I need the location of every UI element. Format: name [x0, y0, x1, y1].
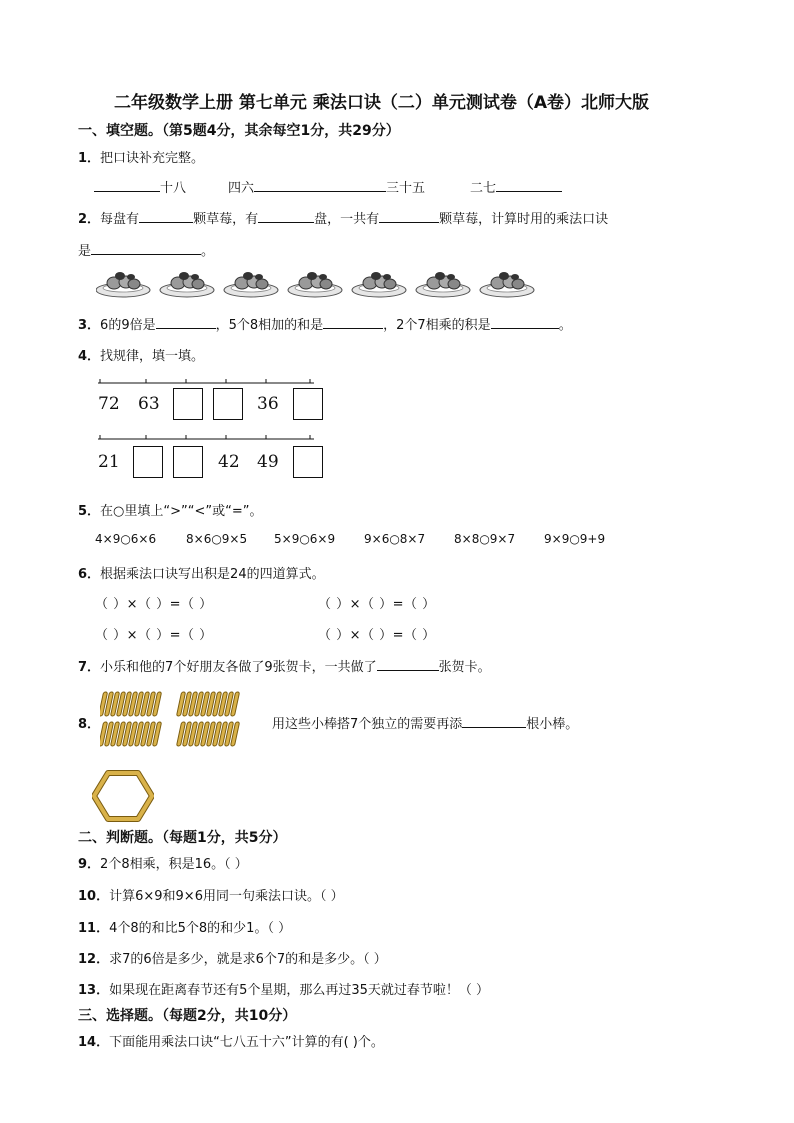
rhyme-item: 三十五 [386, 181, 426, 196]
sequence-number: 36 [257, 394, 279, 414]
question-number: 4． [78, 349, 101, 364]
question-text: 小乐和他的7个好朋友各做了9张贺卡，一共做了 [100, 660, 377, 675]
question-text: 用这些小棒搭7个独立的需要再添 [272, 717, 463, 732]
question-2-cont [78, 240, 214, 259]
question-number: 8． [78, 717, 101, 732]
section-heading-fill-in: 一、填空题。（第5题4分，其余每空1分，共29分） [78, 123, 400, 139]
plate-icon [480, 272, 534, 297]
question-text: 张贺卡。 [438, 660, 491, 675]
rhyme-item: 二七 [470, 181, 497, 196]
compare-item[interactable]: 5×9○6×9 [274, 532, 336, 546]
question-text: 2个8相乘，积是16。（ ） [100, 857, 248, 872]
question-text: 颗草莓，有 [193, 212, 259, 227]
question-number: 12． [78, 952, 110, 967]
answer-blank[interactable] [91, 240, 201, 255]
question-12 [78, 948, 387, 967]
rhyme-item: 十八 [160, 181, 187, 196]
plate-icon [160, 272, 214, 297]
question-10 [78, 885, 344, 904]
question-text: 。 [201, 244, 215, 259]
question-text: 每盘有 [100, 212, 140, 227]
question-9 [78, 853, 248, 872]
question-text: 盘，一共有 [314, 212, 380, 227]
question-1-items [228, 177, 425, 196]
question-7 [78, 656, 491, 675]
question-text: 根小棒。 [526, 717, 579, 732]
answer-blank[interactable] [254, 177, 386, 192]
compare-item[interactable]: 4×9○6×6 [95, 532, 157, 546]
question-number: 2． [78, 212, 101, 227]
question-text: 如果现在距离春节还有5个星期，那么再过35天就过春节啦！（ ） [109, 983, 490, 998]
plate-icon [352, 272, 406, 297]
question-13 [78, 979, 489, 998]
question-text: 找规律，填一填。 [100, 349, 205, 364]
sequence-number: 72 [98, 394, 120, 414]
answer-box[interactable] [293, 446, 323, 478]
plate-icon [416, 272, 470, 297]
question-1-items [470, 177, 562, 196]
compare-item[interactable]: 9×6○8×7 [364, 532, 426, 546]
question-2 [78, 208, 608, 227]
question-text: ，2个7相乘的积是 [383, 318, 491, 333]
question-text: 6的9倍是 [100, 318, 156, 333]
equation-blank[interactable]: （ ）×（ ）=（ ） [318, 597, 436, 612]
sequence-number: 21 [98, 452, 120, 472]
question-8 [272, 713, 578, 732]
question-number: 5． [78, 504, 101, 519]
question-8-number [78, 713, 100, 732]
plate-icon [96, 272, 150, 297]
equation-blank[interactable]: （ ）×（ ）=（ ） [318, 628, 436, 643]
answer-blank[interactable] [323, 314, 383, 329]
plate-icon [288, 272, 342, 297]
rhyme-item: 四六 [228, 181, 255, 196]
question-5 [78, 500, 262, 519]
section-heading-true-false: 二、判断题。（每题1分，共5分） [78, 830, 287, 846]
page-title: 二年级数学上册 第七单元 乘法口诀（二）单元测试卷（A卷）北师大版 [114, 93, 649, 113]
question-number: 14． [78, 1035, 110, 1050]
answer-blank[interactable] [379, 208, 439, 223]
question-number: 1． [78, 151, 101, 166]
question-number: 9． [78, 857, 101, 872]
equation-blank[interactable]: （ ）×（ ）=（ ） [95, 597, 213, 612]
question-number: 10． [78, 889, 110, 904]
answer-box[interactable] [213, 388, 243, 420]
question-11 [78, 917, 291, 936]
question-6 [78, 563, 325, 582]
answer-blank[interactable] [491, 314, 559, 329]
answer-blank[interactable] [462, 713, 526, 728]
equation-blank[interactable]: （ ）×（ ）=（ ） [95, 628, 213, 643]
question-1 [78, 147, 204, 166]
question-14 [78, 1031, 384, 1050]
ruler-line [98, 378, 318, 388]
question-3 [78, 314, 572, 333]
sticks-bundles-image [100, 690, 250, 750]
question-text: 4个8的和比5个8的和少1。（ ） [109, 921, 292, 936]
question-text: 把口诀补充完整。 [100, 151, 205, 166]
question-text: 根据乘法口诀写出积是24的四道算式。 [100, 567, 325, 582]
question-number: 3． [78, 318, 101, 333]
answer-box[interactable] [293, 388, 323, 420]
question-text: 求7的6倍是多少，就是求6个7的和是多少。（ ） [109, 952, 387, 967]
answer-box[interactable] [173, 388, 203, 420]
question-text: 是 [78, 244, 92, 259]
sequence-number: 63 [138, 394, 160, 414]
sequence-number: 49 [257, 452, 279, 472]
compare-item[interactable]: 8×6○9×5 [186, 532, 248, 546]
question-number: 6． [78, 567, 101, 582]
answer-blank[interactable] [94, 177, 160, 192]
question-number: 11． [78, 921, 110, 936]
answer-box[interactable] [173, 446, 203, 478]
sequence-number: 42 [218, 452, 240, 472]
answer-blank[interactable] [156, 314, 216, 329]
question-text: 在○里填上“>”“<”或“=”。 [100, 504, 263, 519]
section-heading-choice: 三、选择题。（每题2分，共10分） [78, 1008, 297, 1024]
question-4 [78, 345, 204, 364]
strawberry-plates-image [96, 268, 556, 304]
hexagon-sticks-image [92, 770, 154, 822]
question-text: 。 [558, 318, 572, 333]
question-number: 7． [78, 660, 101, 675]
question-1-items [94, 177, 186, 196]
ruler-line [98, 434, 318, 444]
answer-blank[interactable] [377, 656, 439, 671]
question-text: 下面能用乘法口诀“七八五十六”计算的有( )个。 [109, 1035, 384, 1050]
answer-blank[interactable] [258, 208, 314, 223]
question-text: 计算6×9和9×6用同一句乘法口诀。（ ） [109, 889, 344, 904]
question-text: ，5个8相加的和是 [215, 318, 324, 333]
compare-item[interactable]: 8×8○9×7 [454, 532, 516, 546]
question-text: 颗草莓，计算时用的乘法口诀 [439, 212, 609, 227]
answer-blank[interactable] [139, 208, 193, 223]
compare-item[interactable]: 9×9○9+9 [544, 532, 606, 546]
question-number: 13． [78, 983, 110, 998]
answer-blank[interactable] [496, 177, 562, 192]
plate-icon [224, 272, 278, 297]
answer-box[interactable] [133, 446, 163, 478]
